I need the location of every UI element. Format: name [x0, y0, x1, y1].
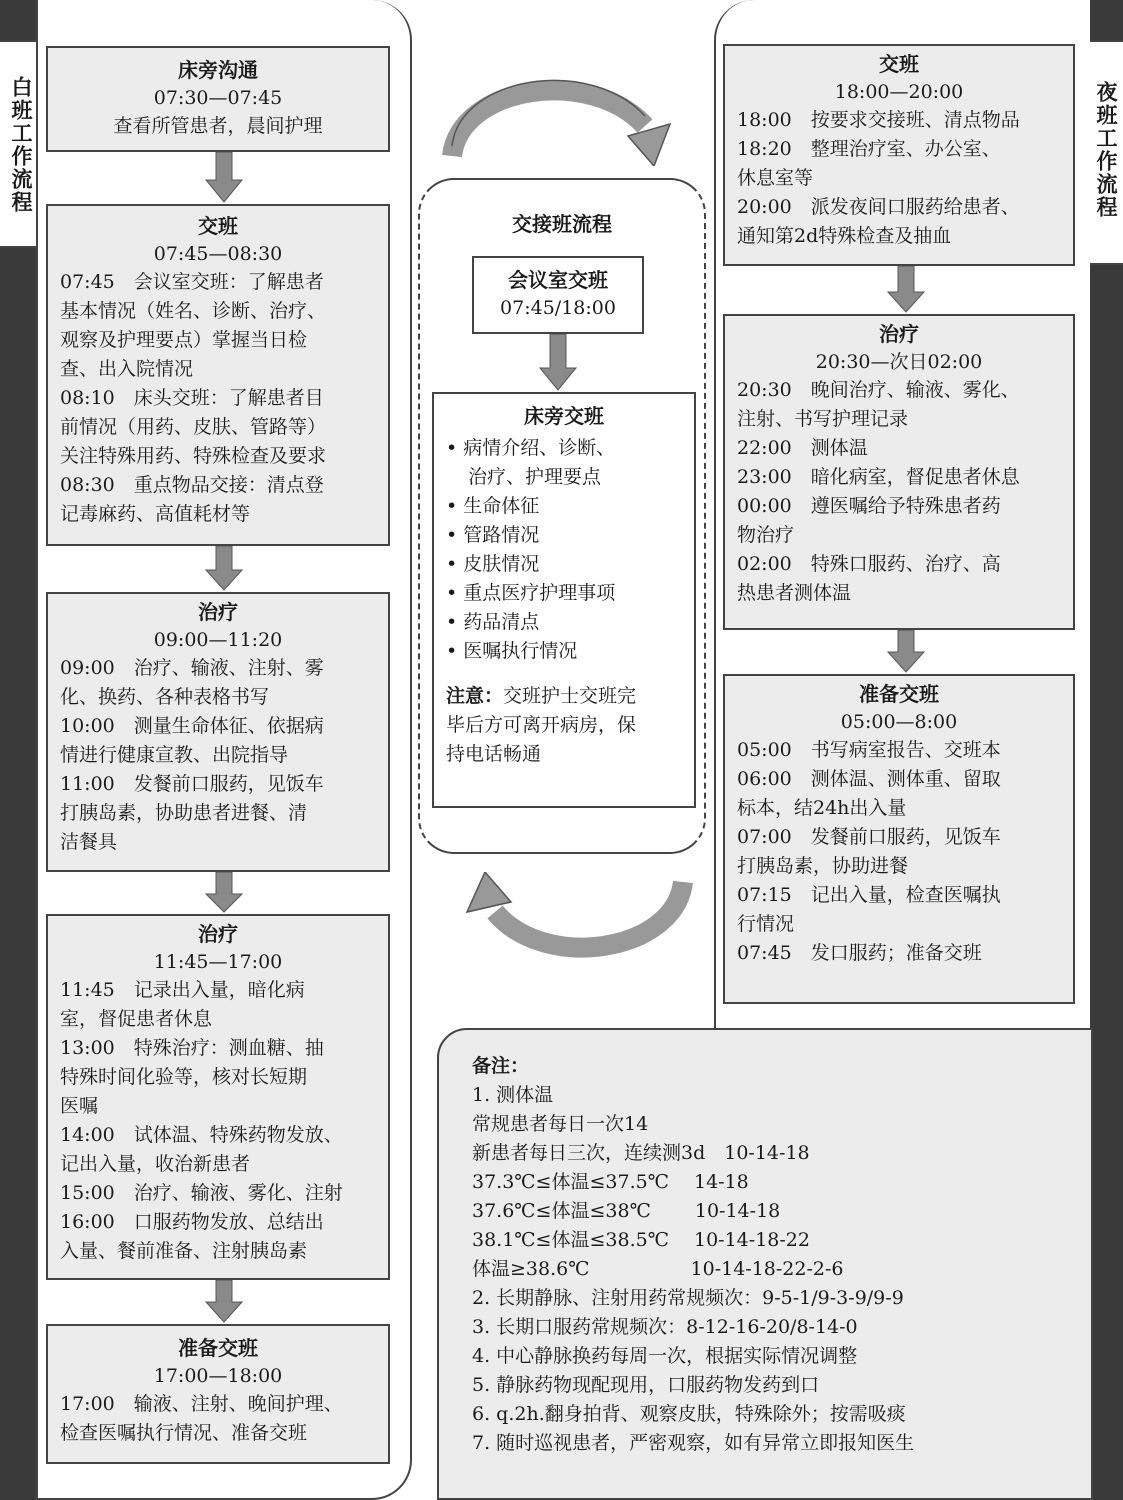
remark-line: 3. 长期口服药常规频次：8-12-16-20/8-14-0 [472, 1316, 858, 1338]
remarks-content [472, 1052, 1072, 1458]
box-line: 00:00 遵医嘱给予特殊患者药 [737, 495, 1001, 517]
day-box-treatment-morning [46, 592, 390, 872]
remark-line: 常规患者每日一次14 [472, 1113, 649, 1135]
box-line: 08:10 床头交班：了解患者目 [60, 387, 324, 409]
list-item: • 药品清点 [446, 611, 540, 633]
box-line: 记毒麻药、高值耗材等 [60, 503, 251, 525]
box-line: 18:00 按要求交接班、清点物品 [737, 109, 1020, 131]
box-line: 07:15 记出入量，检查医嘱执 [737, 884, 1001, 906]
box-line: 15:00 治疗、输液、雾化、注射 [60, 1182, 343, 1204]
remark-line: 37.6℃≤体温≤38℃ 10-14-18 [472, 1200, 781, 1222]
box-line: 09:00 治疗、输液、注射、雾 [60, 657, 324, 679]
box-time: 09:00—11:20 [153, 629, 283, 651]
list-item: • 病情介绍、诊断、 [446, 437, 616, 459]
list-item: • 管路情况 [446, 524, 540, 546]
list-item: • 生命体征 [446, 495, 540, 517]
box-line: 22:00 测体温 [737, 437, 868, 459]
box-line: 02:00 特殊口服药、治疗、高 [737, 553, 1001, 575]
box-line: 查看所管患者，晨间护理 [113, 115, 323, 137]
box-line: 通知第2d特殊检查及抽血 [737, 225, 952, 247]
box-line: 打胰岛素，协助患者进餐、清 [60, 802, 308, 824]
box-title: 床旁沟通 [178, 58, 258, 82]
box-line: 06:00 测体温、测体重、留取 [737, 768, 1001, 790]
meeting-room-handover-box [472, 256, 644, 334]
cycle-arrow-top-icon [440, 66, 680, 166]
day-workflow-label: 白班工作流程 [9, 76, 34, 214]
remark-line: 5. 静脉药物现配现用，口服药物发药到口 [472, 1374, 820, 1396]
box-line: 16:00 口服药物发放、总结出 [60, 1211, 324, 1233]
box-title: 床旁交班 [524, 404, 604, 428]
list-item: • 皮肤情况 [446, 553, 540, 575]
down-arrow-icon [538, 334, 578, 392]
box-line: 11:45 记录出入量，暗化病 [60, 979, 305, 1001]
box-line: 07:45 发口服药；准备交班 [737, 942, 982, 964]
down-arrow-icon [886, 630, 926, 674]
night-box-prepare-handover [723, 674, 1075, 1004]
note-line: 注意：交班护士交班完 [446, 685, 637, 707]
day-box-handover [46, 204, 390, 546]
box-line: 关注特殊用药、特殊检查及要求 [60, 445, 327, 467]
box-line: 11:00 发餐前口服药，见饭车 [60, 773, 324, 795]
remark-line: 7. 随时巡视患者，严密观察，如有异常立即报知医生 [472, 1432, 915, 1454]
box-line: 热患者测体温 [737, 582, 852, 604]
box-line: 前情况（用药、皮肤、管路等） [60, 416, 327, 438]
night-box-handover [723, 44, 1075, 266]
down-arrow-icon [886, 266, 926, 314]
box-line: 05:00 书写病室报告、交班本 [737, 739, 1001, 761]
box-line: 休息室等 [737, 167, 814, 189]
box-line: 10:00 测量生命体征、依据病 [60, 715, 324, 737]
box-title: 治疗 [198, 600, 238, 624]
box-line: 注射、书写护理记录 [737, 408, 909, 430]
handover-flow-title: 交接班流程 [512, 212, 612, 236]
box-line: 标本，结24h出入量 [737, 797, 907, 819]
box-time: 07:45/18:00 [500, 297, 616, 319]
box-line: 检查医嘱执行情况、准备交班 [60, 1422, 308, 1444]
box-line: 观察及护理要点）掌握当日检 [60, 329, 308, 351]
box-time: 05:00—8:00 [840, 711, 958, 733]
box-line: 20:30 晚间治疗、输液、雾化、 [737, 379, 1020, 401]
list-item: • 重点医疗护理事项 [446, 582, 616, 604]
remark-line: 新患者每日三次，连续测3d 10-14-18 [472, 1142, 810, 1164]
box-line: 情进行健康宣教、出院指导 [60, 744, 289, 766]
box-line: 物治疗 [737, 524, 795, 546]
remark-line: 1. 测体温 [472, 1084, 554, 1106]
box-line: 打胰岛素，协助进餐 [737, 855, 909, 877]
box-line: 23:00 暗化病室，督促患者休息 [737, 466, 1020, 488]
box-time: 20:30—次日02:00 [815, 351, 983, 373]
box-title: 交班 [198, 214, 238, 238]
box-title: 准备交班 [178, 1336, 258, 1360]
box-title: 会议室交班 [508, 268, 608, 292]
box-line: 17:00 输液、注射、晚间护理、 [60, 1393, 343, 1415]
box-line: 查、出入院情况 [60, 358, 194, 380]
box-line: 08:30 重点物品交接：清点登 [60, 474, 324, 496]
box-line: 室，督促患者休息 [60, 1008, 213, 1030]
day-box-prepare-handover [46, 1324, 390, 1464]
box-line: 07:00 发餐前口服药，见饭车 [737, 826, 1001, 848]
box-line: 基本情况（姓名、诊断、治疗、 [60, 300, 327, 322]
down-arrow-icon [204, 152, 244, 204]
day-box-treatment-afternoon [46, 914, 390, 1280]
remark-line: 2. 长期静脉、注射用药常规频次：9-5-1/9-3-9/9-9 [472, 1287, 904, 1309]
day-box-bedside-communication [46, 46, 390, 152]
box-time: 07:45—08:30 [153, 243, 283, 265]
list-item: • 医嘱执行情况 [446, 640, 578, 662]
down-arrow-icon [204, 1280, 244, 1324]
cycle-arrow-bottom-icon [455, 872, 695, 972]
box-title: 准备交班 [859, 682, 939, 706]
box-time: 07:30—07:45 [153, 87, 283, 109]
box-title: 治疗 [879, 322, 919, 346]
remark-line: 4. 中心静脉换药每周一次，根据实际情况调整 [472, 1345, 858, 1367]
list-item: 治疗、护理要点 [468, 466, 602, 488]
box-line: 洁餐具 [60, 831, 118, 853]
box-title: 交班 [879, 52, 919, 76]
box-line: 记出入量，收治新患者 [60, 1153, 251, 1175]
note-line: 持电话畅通 [446, 743, 542, 765]
box-line: 18:20 整理治疗室、办公室、 [737, 138, 1001, 160]
note-line: 毕后方可离开病房，保 [446, 714, 637, 736]
box-title: 治疗 [198, 922, 238, 946]
box-line: 化、换药、各种表格书写 [60, 686, 270, 708]
box-line: 20:00 派发夜间口服药给患者、 [737, 196, 1020, 218]
box-time: 17:00—18:00 [153, 1365, 283, 1387]
box-line: 入量、餐前准备、注射胰岛素 [60, 1240, 308, 1262]
down-arrow-icon [204, 872, 244, 914]
night-workflow-label: 夜班工作流程 [1094, 81, 1119, 219]
night-box-treatment [723, 314, 1075, 630]
remarks-title: 备注： [472, 1055, 530, 1077]
box-time: 11:45—17:00 [153, 951, 283, 973]
remark-line: 37.3℃≤体温≤37.5℃ 14-18 [472, 1171, 749, 1193]
remark-line: 体温≥38.6℃ 10-14-18-22-2-6 [472, 1258, 844, 1280]
box-line: 07:45 会议室交班：了解患者 [60, 271, 324, 293]
bedside-handover-box [432, 392, 696, 808]
remark-line: 38.1℃≤体温≤38.5℃ 10-14-18-22 [472, 1229, 810, 1251]
box-line: 医嘱 [60, 1095, 99, 1117]
box-line: 13:00 特殊治疗：测血糖、抽 [60, 1037, 324, 1059]
box-line: 行情况 [737, 913, 795, 935]
down-arrow-icon [204, 546, 244, 592]
remark-line: 6. q.2h.翻身拍背、观察皮肤，特殊除外；按需吸痰 [472, 1403, 906, 1425]
box-line: 14:00 试体温、特殊药物发放、 [60, 1124, 343, 1146]
box-line: 特殊时间化验等，核对长短期 [60, 1066, 308, 1088]
box-time: 18:00—20:00 [834, 81, 964, 103]
